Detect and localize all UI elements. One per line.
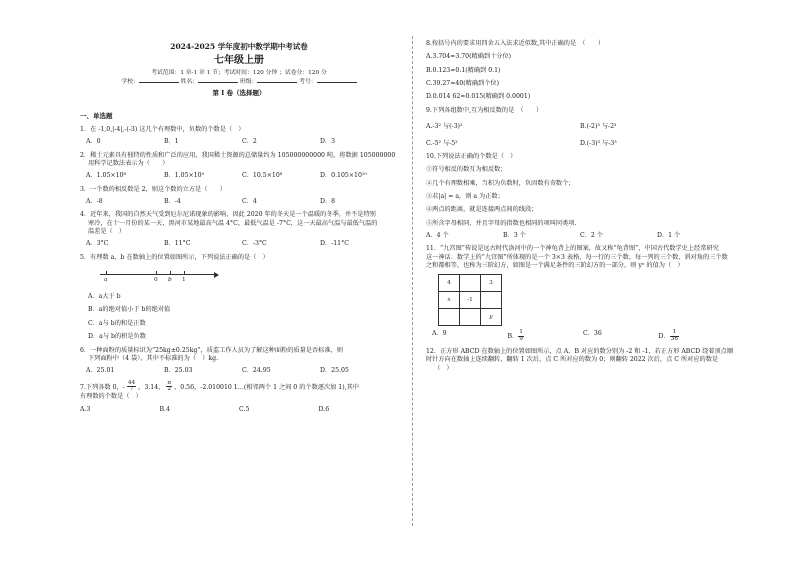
question-10 [426,153,734,241]
grid-cell [481,292,502,309]
question-text: 8.按括号内的要求用四舍五入法求近似数,其中正确的是 （ ） [426,40,605,47]
question-8 [426,40,734,102]
column-divider [412,36,413,526]
exam-scope: 考试范围：1 章-1 章 1 节；考试时间：120 分钟 ；试卷分：120 分 [151,69,327,76]
section-heading: 一、单选题 [80,112,113,121]
question-2 [80,152,398,181]
tick-0 [156,271,157,275]
number-line-axis [100,274,218,275]
grid-cell [460,309,481,326]
option-d-label: D． [658,333,670,341]
question-4 [80,211,398,248]
question-3 [80,186,398,207]
question-text: 5．有理数 a，b 在数轴上的位置如图所示，下列说法正确的是（ ） [80,253,269,261]
question-text: 3．一个数的相反数是 2，则这个数的立方是（ ） [80,185,226,193]
statement-2: ②几个有理数相乘，当积为负数时，负因数有奇数个； [426,179,575,187]
option-b[interactable]: B．1.05×10⁹ [164,172,205,180]
option-c[interactable]: C．2 [242,138,257,146]
question-11 [426,245,734,343]
number-blank[interactable] [317,82,357,83]
question-text: 2．稀土元素具有独特的性质和广泛的应用，我国稀土资源的总储量约为 105000000000 吨，将数据 105000000 [80,151,396,159]
question-6 [80,347,398,376]
option-d[interactable]: D．a与 b的积是负数 [88,333,146,341]
option-d[interactable]: D．1 个 [657,232,681,240]
question-9 [426,107,734,148]
label-0: 0 [154,277,158,284]
options [80,198,398,206]
options [80,172,398,180]
exam-subtitle: 七年级上册 [214,55,264,67]
option-d[interactable]: D．8 [320,197,336,205]
question-text-cont: （ ） [434,364,453,372]
name-blank[interactable] [198,82,238,83]
grid-cell: y [481,309,502,326]
question-5 [80,254,398,342]
label-1: 1 [182,277,186,284]
numerator: π [167,379,172,386]
option-b[interactable]: B.(-2)³ 与-2³ [580,123,617,131]
grid-cell: 3 [481,275,502,292]
options-row-1 [426,123,734,131]
class-label: 班级： [239,79,258,86]
school-blank[interactable] [139,82,179,83]
q7-text-pre: 7.下列各数 0，- [80,383,125,391]
option-b[interactable]: B．3 个 [503,232,526,240]
options-row-2 [426,140,734,148]
label-a: a [104,277,108,284]
option-a[interactable]: A.3.704≈3.70(精确到十分位) [426,53,512,61]
option-b[interactable]: B．25.03 [164,367,193,375]
fraction [518,330,524,343]
option-c[interactable]: C.39.27≈40(精确到个位) [426,80,500,88]
option-c[interactable]: C.5 [239,405,250,413]
option-c[interactable]: C．36 [583,330,602,338]
option-a[interactable]: A.-3² 与(-3)² [426,123,463,131]
numerator: 1 [670,330,679,337]
magic-square-grid [438,274,502,326]
right-column [426,38,734,373]
options [80,293,398,341]
question-text-cont: 有理数的个数是（ ） [80,393,142,401]
question-text-cont: 时针方向在数轴上连续翻转，翻转 1 次后，点 C 所对应的数为 0；则翻转 2022 次后，点 C 所对应的数是 [426,356,719,364]
exam-title: 2024-2025 学年度初中数学期中考试卷 [170,42,308,51]
options [80,406,398,414]
option-b[interactable]: B．1 [164,138,179,146]
options [80,367,398,375]
student-info-line [80,79,398,87]
fraction-pi [166,381,172,394]
tick-1 [184,271,185,275]
option-a[interactable]: A．-8 [86,197,103,205]
question-text: 11．“九宫图”传说是远古时代洛河中的一个神龟背上的图案，故又称“龟背图”，中国古代数学史上经常研究 [426,245,719,253]
option-d[interactable]: D．25.05 [320,367,349,375]
options [426,232,734,240]
question-text: 9.下列各组数中,互为相反数的是 （ ） [426,106,543,114]
question-1 [80,126,398,147]
option-a[interactable]: A.3 [80,405,91,413]
denominator: 7 [129,386,134,393]
left-column [80,38,398,414]
option-a[interactable]: A．a大于 b [88,293,121,301]
option-a[interactable]: A．9 [432,330,447,338]
fraction [670,330,679,343]
option-b[interactable]: B．-4 [164,197,181,205]
option-d[interactable]: D．0.105×10¹⁰ [320,172,367,180]
question-text: 6．一种面粉的质量标识为“25kg±0.25kg”，质监工作人员为了解这种面粉的质量是否标准，则 [80,346,343,354]
grid-cell: x [439,292,460,309]
name-label: 姓名： [180,79,199,86]
grid-cell: -1 [460,292,481,309]
statements [426,166,734,228]
option-c[interactable]: C．24.95 [242,367,271,375]
statement-5: ⑤所含字母相同，并且字母的指数也相同的项叫同类项. [426,219,577,227]
tick-b [170,271,171,275]
option-d[interactable]: D.6 [318,405,330,413]
option-c[interactable]: C.-5² 与-5² [426,139,458,147]
option-b[interactable]: B.4 [159,405,170,413]
option-c[interactable]: C．10.5×10⁸ [242,172,283,180]
numerator: 44 [127,379,136,386]
option-a[interactable]: A．0 [86,138,101,146]
option-a[interactable]: A．25.01 [86,367,115,375]
options [426,53,734,101]
q7-text-mid: ，3.14， [138,383,165,391]
question-text [80,381,398,394]
option-a[interactable]: A．1.05×10⁸ [86,172,126,180]
number-line-figure [100,266,220,288]
statement-1: ①符号相反的数互为相反数； [426,166,507,174]
question-text: 12．正方形 ABCD 在数轴上的位置如图所示，点 A、B 对应的数分别为 -2 和 -1，若正方形 ABCD 绕着顶点顺 [426,348,734,356]
grid-cell: 4 [439,275,460,292]
denominator: 36 [670,336,679,343]
option-b[interactable] [508,330,584,343]
option-d[interactable]: D.(-3)³ 与-3³ [580,139,617,147]
number-label: 考号： [299,79,317,86]
option-c[interactable]: C．-3°C [242,240,267,248]
numerator: 1 [519,329,523,336]
statement-4: ④两点的距离，就是连接两点间的线段； [426,206,538,214]
option-d[interactable]: D．3 [320,138,336,146]
tick-a [106,271,107,275]
option-a[interactable]: A．4 个 [426,232,449,240]
question-text-cont: 之和都相等，也称为三阶幻方，如图是一个满足条件的三阶幻方的一部分，则 yˣ 的值为（ ） [426,262,684,270]
question-text-cont: 温差是（ ） [88,228,126,236]
grid-cell [439,309,460,326]
options [80,138,398,146]
arrow-right-icon [214,272,219,278]
option-b[interactable]: B.0.123≈0.1(精确到 0.1) [426,66,501,74]
question-text-cont: 寒冷，在十一月份的某一天，黑河市某地最高气温 4°C，最低气温是 -7°C，这一天最高气温与最低气温的 [88,219,378,227]
denominator: 9 [519,336,523,343]
question-12 [426,348,734,373]
question-7 [80,381,398,414]
q7-text-post: ，0.56，-2.010010 1…(相邻两个 1 之间 0 的个数逐次加 1),其中 [174,383,359,391]
question-text-cont: 这一神话．数学上的“九宫图”所体现的是一个 3×3 表格，每一行的三个数、每一列的三个数、斜对角的三个数 [426,253,728,261]
option-c[interactable]: C．2 个 [580,232,604,240]
option-b[interactable]: B．11°C [164,240,191,248]
school-label: 学校： [121,79,139,86]
grid-cell [460,275,481,292]
question-text-cont: 下列面粉中（4 袋），其中不标准的为（ ）kg. [88,354,219,362]
option-b[interactable]: B．a的绝对值小于 b的绝对值 [88,306,171,314]
options [426,330,734,343]
option-c[interactable]: C．4 [242,197,257,205]
class-blank[interactable] [257,82,297,83]
statement-3: ③若|a| = a，则 a 为正数； [426,192,504,200]
fraction [127,381,136,394]
option-d[interactable] [659,330,735,343]
question-text-cont: 用科学记数法表示为（ ） [88,159,169,167]
option-c[interactable]: C．a与 b的和是正数 [88,319,146,327]
option-d[interactable]: D．-11°C [320,240,349,248]
option-a[interactable]: A．3°C [86,240,109,248]
option-d[interactable]: D.0.014 62≈0.015(精确到 0.0001) [426,93,531,101]
volume-heading: 第 I 卷（选择题） [212,89,266,98]
label-b: b [168,277,172,284]
question-text: 10.下列说法正确的个数是（ ） [426,152,517,160]
question-text: 4．近年来，我国的自然天气受到厄尔尼诺现象的影响，因此 2020 年的冬天是一个温暖的冬季，并不是特别 [80,211,376,219]
denominator: 2 [167,386,172,393]
question-text: 1．在 -1,0,|-4|,-(-3) 这几个有理数中，负数的个数是（ ） [80,125,245,133]
option-b-label: B． [507,333,519,341]
options [80,240,398,248]
